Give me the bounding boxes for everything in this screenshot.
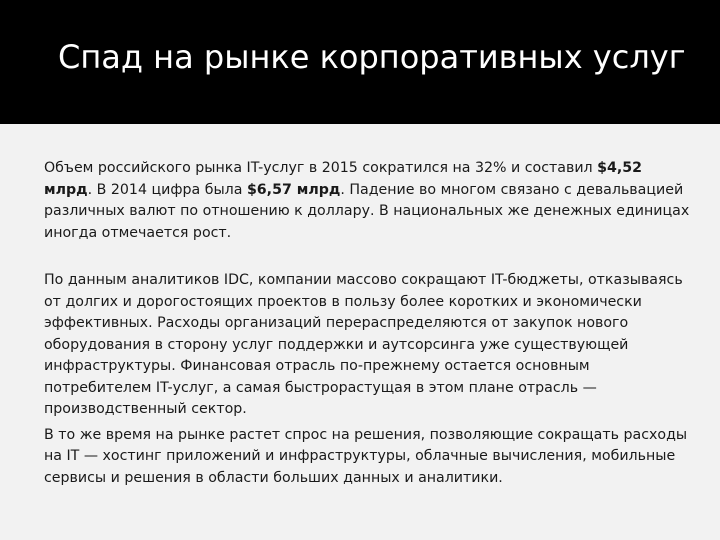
value-2014: $6,57 млрд [246,181,341,198]
paragraph-1-text-a: Объем российского рынка IT-услуг в 2015 сократился на 32% и составил [44,160,598,176]
paragraph-1-text-b: . В 2014 цифра была [87,181,247,198]
paragraph-1-text-c: . Падение во многом связано с девальвацией различных валют по отношению к доллару. В национальных же денежных единицах иногда отмечается рост. [44,181,690,241]
value-2015: $4,52 млрд [44,160,643,198]
paragraph-market-volume [44,158,694,244]
paragraph-demand: В то же время на рынке растет спрос на решения, позволяющие сокращать расходы на IT — хостинг приложений и инфраструктуры, облачные вычисления, мобильные сервисы и решения в области больших данных и аналитики. [44,426,688,486]
slide-body [44,158,694,489]
title-bar [0,0,720,124]
slide-title: Спад на рынке корпоративных услуг [58,38,686,76]
paragraph-idc-analysis: По данным аналитиков IDC, компании массово сокращают IT-бюджеты, отказываясь от долгих и дорогостоящих проектов в пользу более коротких и экономически эффективных. Расходы организаций перераспределяются от закупок нового оборудования в сторону услуг поддержки и аутсорсинга уже существующей инфраструктуры. Финансовая отрасль по-прежнему остается основным потребителем IT-услуг, а самая быстрорастущая в этом плане отрасль — производственный сектор. [44,272,683,417]
